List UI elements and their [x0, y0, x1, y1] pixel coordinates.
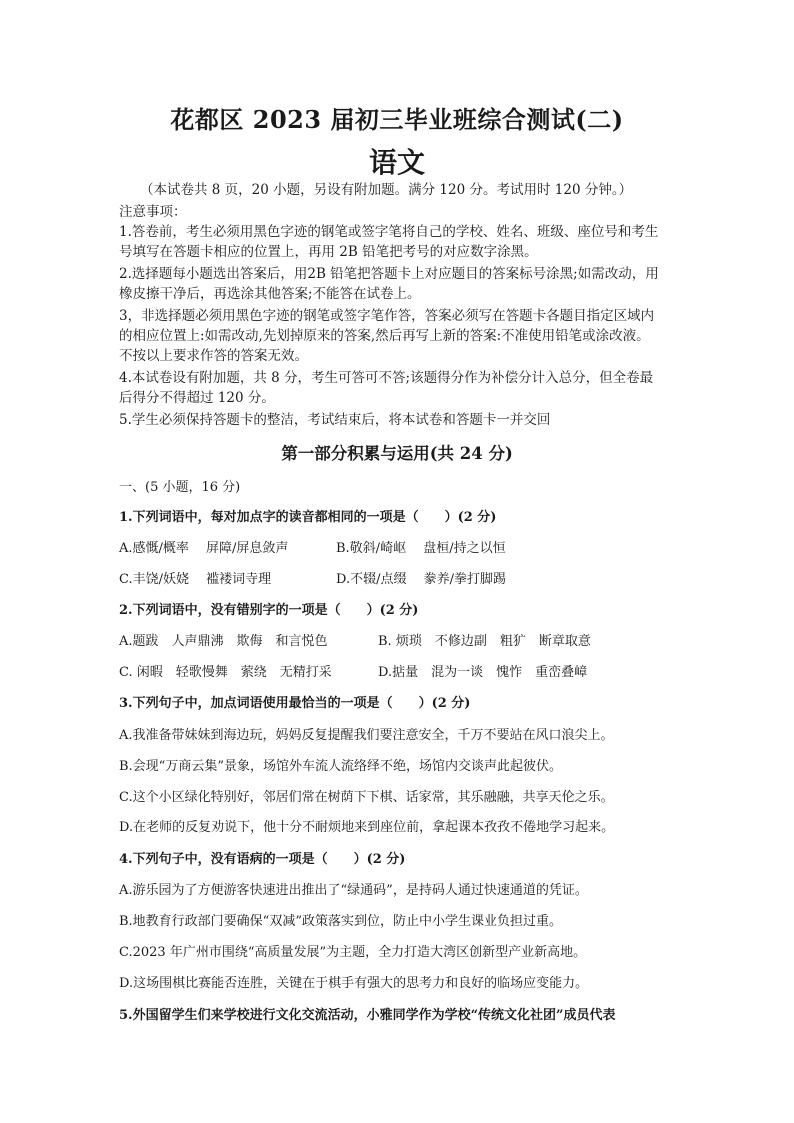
question-3-option-d: D.在老师的反复劝说下，他十分不耐烦地来到座位前，拿起课本孜孜不倦地学习起来。 — [119, 820, 615, 835]
question-5-stem: 5.外国留学生们来学校进行文化交流活动，小雅同学作为学校“传统文化社团”成员代表 — [119, 1008, 616, 1023]
question-group-heading: 一、(5 小题，16 分) — [119, 480, 241, 495]
notice-line: 2.选择题每小题选出答案后，用2B 铅笔把答题卡上对应题目的答案标号涂黑;如需改动，用 — [119, 266, 659, 282]
question-4-option-b: B.地教育行政部门要确保“双减”政策落实到位，防止中小学生课业负担过重。 — [119, 914, 562, 929]
notice-line: 1.答卷前，考生必须用黑色字迹的钢笔或签字笔将自己的学校、姓名、班级、座位号和考生 — [119, 224, 659, 240]
question-2-option-d: D.掂量 混为一谈 愧怍 重峦叠嶂 — [378, 665, 588, 680]
notice-line: 5.学生必须保持答题卡的整洁，考试结束后，将本试卷和答题卡一并交回 — [119, 412, 551, 428]
notice-line: 的相应位置上:如需改动,先划掉原来的答案,然后再写上新的答案:不准使用铅笔或涂改液。 — [119, 328, 650, 344]
question-1-option-a: A.感慨/概率 屏障/屏息敛声 — [119, 541, 289, 556]
question-1-option-d: D.不辍/点缀 豢养/拳打脚踢 — [336, 572, 506, 587]
section-title: 第一部分积累与运用(共 24 分) — [281, 444, 513, 463]
notice-line: 4.本试卷设有附加题，共 8 分，考生可答可不答;该题得分作为补偿分计入总分，但全卷最 — [119, 370, 654, 386]
question-4-option-a: A.游乐园为了方便游客快速进出推出了“绿通码”，是持码人通过快速通道的凭证。 — [119, 883, 588, 898]
notice-heading: 注意事项： — [119, 204, 187, 220]
subject-title: 语文 — [368, 146, 425, 179]
question-2-stem: 2.下列词语中，没有错别字的一项是（ ）(2 分) — [119, 603, 419, 618]
notice-line: 3，非选择题必须用黑色字迹的钢笔或签字笔作答，答案必须写在答题卡各题目指定区域内 — [119, 308, 655, 324]
question-2-option-a: A.题跋 人声鼎沸 欺侮 和言悦色 — [119, 634, 328, 649]
exam-title: 花都区 2023 届初三毕业班综合测试(二) — [170, 105, 624, 134]
question-1-option-c: C.丰饶/妖娆 褴褛词寺理 — [119, 572, 272, 587]
question-4-option-c: C.2023 年广州市围绕“高质量发展”为主题，全力打造大湾区创新型产业新高地。 — [119, 945, 587, 960]
notice-line: 号填写在答题卡相应的位置上，再用 2B 铅笔把考号的对应数字涂黑。 — [119, 244, 538, 260]
notice-line: 后得分不得超过 120 分。 — [119, 390, 275, 406]
notice-line: 橡皮擦干净后，再选涂其他答案;不能答在试卷上。 — [119, 286, 421, 302]
question-4-option-d: D.这场围棋比赛能否连胜，关键在于棋手有强大的思考力和良好的临场应变能力。 — [119, 976, 589, 991]
question-1-option-b: B.敬斜/崎岖 盘桓/持之以恒 — [336, 541, 506, 556]
exam-intro: （本试卷共 8 页，20 小题，另设有附加题。满分 120 分。考试用时 120 分钟。） — [140, 182, 633, 198]
question-3-stem: 3.下列句子中，加点词语使用最恰当的一项是（ ）(2 分) — [119, 696, 471, 711]
question-3-option-a: A.我准备带妹妹到海边玩，妈妈反复提醒我们要注意安全，千万不要站在风口浪尖上。 — [119, 728, 614, 743]
question-4-stem: 4.下列句子中，没有语病的一项是（ ）(2 分) — [119, 852, 406, 867]
question-3-option-c: C.这个小区绿化特别好，邻居们常在树荫下下棋、话家常，其乐融融，共享天伦之乐。 — [119, 790, 614, 805]
question-3-option-b: B.会现“万商云集”景象，场馆外车流人流络绎不绝，场馆内交谈声此起彼伏。 — [119, 759, 562, 774]
question-2-option-b: B. 烦琐 不修边副 粗犷 断章取意 — [378, 634, 591, 649]
notice-line: 不按以上要求作答的答案无效。 — [119, 348, 308, 364]
question-2-option-c: C. 闲暇 轻歌慢舞 萦绕 无精打采 — [119, 665, 332, 680]
question-1-stem: 1.下列词语中，每对加点字的读音都相同的一项是（ ）(2 分) — [119, 510, 497, 525]
